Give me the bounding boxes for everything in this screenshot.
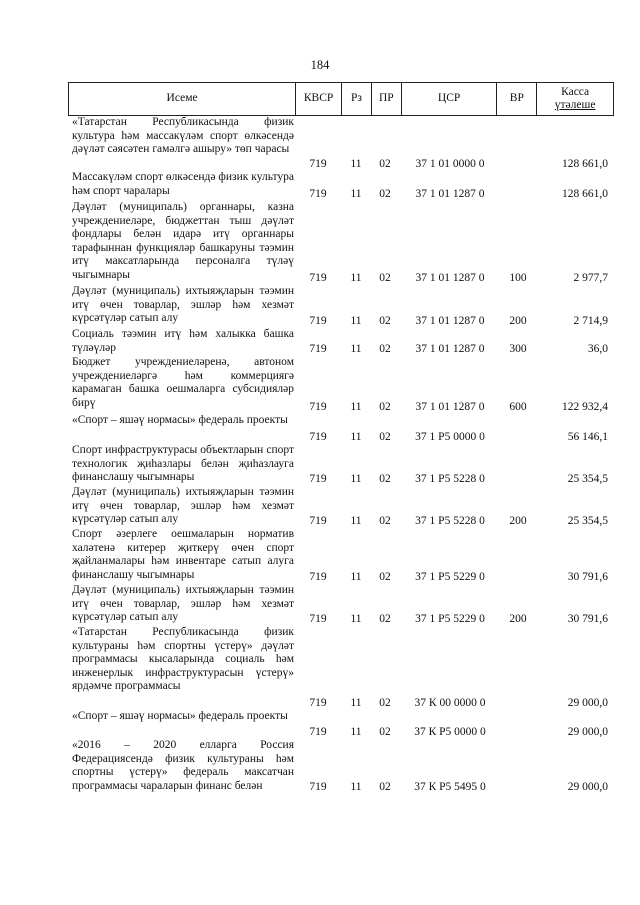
header-csr: ЦСР <box>402 83 498 115</box>
row-vr: 200 <box>509 514 527 527</box>
row-csr: 37 1 P5 5229 0 <box>415 570 485 583</box>
row-csr: 37 1 01 1287 0 <box>415 314 485 327</box>
row-name: «2016 – 2020 елларга Россия Федерациясендә физик культураны һәм спортны үстерү» федераль максатчан программасы чараларын финанс белән <box>72 739 294 792</box>
row-name: «Татарстан Республикасында физик культураны һәм спортны үстерү» дәүләт программасы кысаларында социаль һәм инженерлык инфраструктурасын үстерү» ярдәмче программасы <box>72 626 294 692</box>
row-name: «Татарстан Республикасында физик культура һәм массакүләм спорт өлкәсендә дәүләт сәясәтен гамәлгә ашыру» төп чарасы <box>72 116 294 155</box>
row-csr: 37 К 00 0000 0 <box>414 696 486 709</box>
row-sum: 128 661,0 <box>562 157 608 170</box>
table-row <box>68 171 614 201</box>
row-kvsr: 719 <box>309 314 327 327</box>
row-rz: 11 <box>350 271 362 284</box>
row-kvsr: 719 <box>309 570 327 583</box>
row-rz: 11 <box>350 514 362 527</box>
row-pr: 02 <box>379 187 391 200</box>
row-rz: 11 <box>350 725 362 738</box>
row-name: Социаль тәэмин итү һәм халыкка башка түләүләр <box>72 328 294 354</box>
row-sum: 30 791,6 <box>567 612 608 625</box>
table-row <box>68 710 614 739</box>
row-sum: 29 000,0 <box>567 725 608 738</box>
row-pr: 02 <box>379 157 391 170</box>
row-name: Массакүләм спорт өлкәсендә физик культура һәм спорт чаралары <box>72 171 294 197</box>
row-sum: 56 146,1 <box>567 430 608 443</box>
row-vr: 200 <box>509 314 527 327</box>
row-sum: 128 661,0 <box>562 187 608 200</box>
row-kvsr: 719 <box>309 696 327 709</box>
header-pr: ПР <box>372 83 402 115</box>
row-pr: 02 <box>379 612 391 625</box>
row-pr: 02 <box>379 430 391 443</box>
row-pr: 02 <box>379 472 391 485</box>
row-name: «Спорт – яшәү нормасы» федераль проекты <box>72 414 288 426</box>
row-sum: 2 714,9 <box>573 314 608 327</box>
table-body <box>68 116 614 794</box>
row-name: Дәүләт (муниципаль) ихтыяҗларын тәэмин итү өчен товарлар, эшләр һәм хезмәт күрсәтүләр сатып алу <box>72 285 294 324</box>
row-rz: 11 <box>350 430 362 443</box>
row-csr: 37 1 01 1287 0 <box>415 342 485 355</box>
row-name: Спорт инфраструктурасы объектларын спорт технологик җиһазлары белән җиһазлауга финанслашу чыгымнары <box>72 444 294 483</box>
row-sum: 25 354,5 <box>567 472 608 485</box>
row-kvsr: 719 <box>309 271 327 284</box>
row-rz: 11 <box>350 342 362 355</box>
table-row <box>68 414 614 444</box>
row-csr: 37 1 P5 0000 0 <box>415 430 485 443</box>
row-kvsr: 719 <box>309 187 327 200</box>
row-csr: 37 К P5 0000 0 <box>414 725 486 738</box>
row-csr: 37 1 P5 5228 0 <box>415 514 485 527</box>
row-sum: 122 932,4 <box>562 400 608 413</box>
row-pr: 02 <box>379 514 391 527</box>
page-number: 184 <box>310 58 330 72</box>
table-row <box>68 328 614 356</box>
row-rz: 11 <box>350 780 362 793</box>
row-sum: 30 791,6 <box>567 570 608 583</box>
row-rz: 11 <box>350 400 362 413</box>
row-kvsr: 719 <box>309 725 327 738</box>
table-row <box>68 285 614 328</box>
row-pr: 02 <box>379 400 391 413</box>
table-row <box>68 201 614 285</box>
row-name: Дәүләт (муниципаль) ихтыяҗларын тәэмин итү өчен товарлар, эшләр һәм хезмәт күрсәтүләр сатып алу <box>72 486 294 525</box>
row-csr: 37 1 01 0000 0 <box>415 157 485 170</box>
row-pr: 02 <box>379 696 391 709</box>
header-kvsr: КВСР <box>296 83 342 115</box>
header-kassa-line1: Касса <box>561 85 590 98</box>
row-kvsr: 719 <box>309 780 327 793</box>
row-kvsr: 719 <box>309 472 327 485</box>
row-csr: 37 К P5 5495 0 <box>414 780 486 793</box>
row-name: Дәүләт (муниципаль) органнары, казна учреждениеләре, бюджеттан тыш дәүләт фондлары белән идарә итү органнары тарафыннан функцияләр башкаруны тәэмин итү максатларында персоналга түләү чыгымнары <box>72 201 294 281</box>
row-csr: 37 1 P5 5228 0 <box>415 472 485 485</box>
row-rz: 11 <box>350 187 362 200</box>
row-pr: 02 <box>379 271 391 284</box>
row-csr: 37 1 P5 5229 0 <box>415 612 485 625</box>
row-pr: 02 <box>379 780 391 793</box>
row-pr: 02 <box>379 342 391 355</box>
row-rz: 11 <box>350 612 362 625</box>
table-row <box>68 444 614 486</box>
row-name: Спорт әзерлеге оешмаларын норматив халәтенә китерер җиткерү өчен спорт җайланмалары һәм инвентаре сатып алуга финанслашу чыгымнары <box>72 528 294 581</box>
row-kvsr: 719 <box>309 157 327 170</box>
row-rz: 11 <box>350 472 362 485</box>
header-rz: Рз <box>342 83 372 115</box>
row-kvsr: 719 <box>309 342 327 355</box>
row-csr: 37 1 01 1287 0 <box>415 271 485 284</box>
row-rz: 11 <box>350 157 362 170</box>
header-kassa-line2: үтәлеше <box>554 99 596 111</box>
table-row <box>68 739 614 794</box>
row-pr: 02 <box>379 725 391 738</box>
row-kvsr: 719 <box>309 514 327 527</box>
table-row <box>68 356 614 414</box>
row-vr: 100 <box>509 271 527 284</box>
row-vr: 600 <box>509 400 527 413</box>
row-vr: 200 <box>509 612 527 625</box>
row-sum: 2 977,7 <box>573 271 608 284</box>
table-row <box>68 486 614 528</box>
table-row <box>68 528 614 584</box>
table-row <box>68 116 614 171</box>
table-header <box>68 82 614 116</box>
row-rz: 11 <box>350 696 362 709</box>
row-csr: 37 1 01 1287 0 <box>415 400 485 413</box>
header-vr: ВР <box>497 83 537 115</box>
row-pr: 02 <box>379 314 391 327</box>
row-kvsr: 719 <box>309 400 327 413</box>
row-kvsr: 719 <box>309 430 327 443</box>
row-csr: 37 1 01 1287 0 <box>415 187 485 200</box>
row-vr: 300 <box>509 342 527 355</box>
row-kvsr: 719 <box>309 612 327 625</box>
row-sum: 29 000,0 <box>567 780 608 793</box>
row-rz: 11 <box>350 570 362 583</box>
header-kassa <box>537 83 613 115</box>
row-rz: 11 <box>350 314 362 327</box>
header-name: Исеме <box>69 83 296 115</box>
row-sum: 29 000,0 <box>567 696 608 709</box>
row-sum: 36,0 <box>587 342 608 355</box>
row-name: Дәүләт (муниципаль) ихтыяҗларын тәэмин итү өчен товарлар, эшләр һәм хезмәт күрсәтүләр сатып алу <box>72 584 294 623</box>
row-sum: 25 354,5 <box>567 514 608 527</box>
table-row <box>68 584 614 626</box>
row-pr: 02 <box>379 570 391 583</box>
row-name: «Спорт – яшәү нормасы» федераль проекты <box>72 710 288 722</box>
row-name: Бюджет учреждениеләренә, автоном учреждениеләргә һәм коммерциягә карамаган башка оешмаларга субсидияләр бирү <box>72 356 294 409</box>
table-row <box>68 626 614 710</box>
